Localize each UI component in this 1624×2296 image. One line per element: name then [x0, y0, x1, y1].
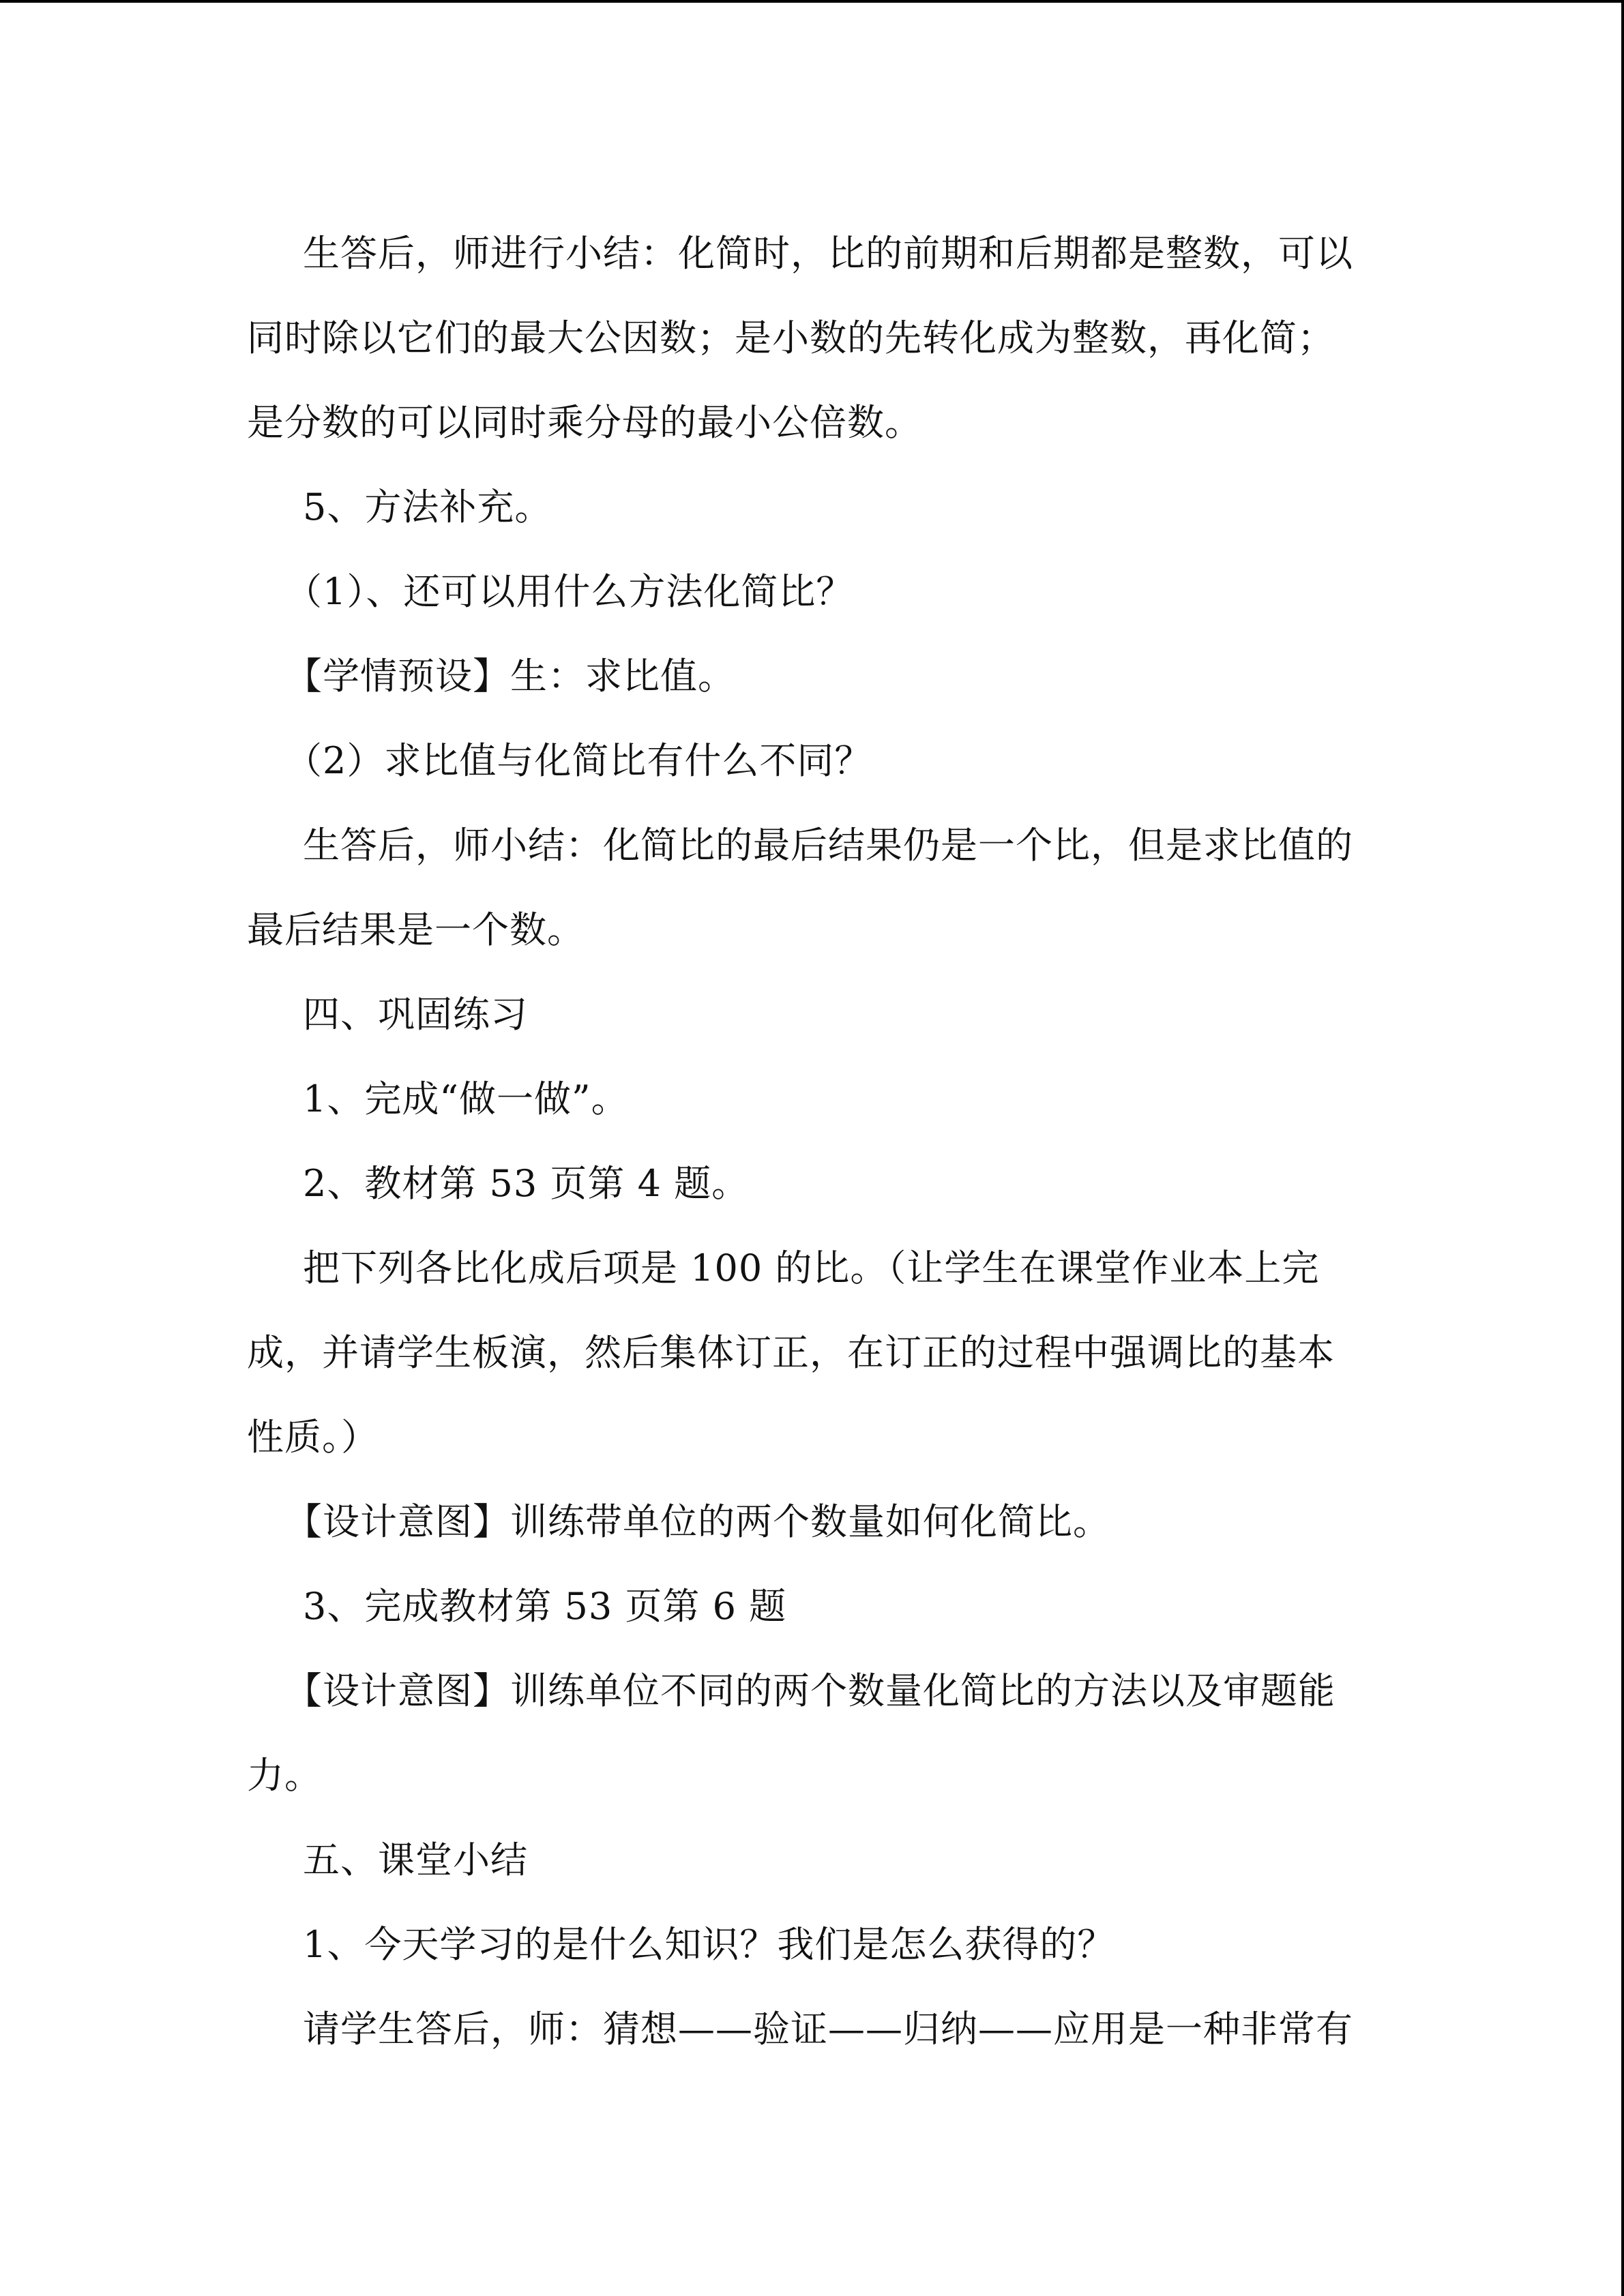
- text-line: （1）、还可以用什么方法化简比？: [285, 570, 854, 613]
- text-line: 1、今天学习的是什么知识？我们是怎么获得的？: [303, 1923, 1115, 1966]
- page-top-border: [0, 0, 1624, 3]
- section-heading: 四、巩固练习: [303, 993, 528, 1036]
- text-line: 1、完成“做一做”。: [303, 1077, 629, 1120]
- text-line: 【学情预设】生：求比值。: [285, 655, 735, 698]
- text-line: 成，并请学生板演，然后集体订正，在订正的过程中强调比的基本: [247, 1331, 1335, 1374]
- text-line: 5、方法补充。: [303, 486, 552, 528]
- text-line: 【设计意图】训练单位不同的两个数量化简比的方法以及审题能: [285, 1669, 1335, 1712]
- text-line: 3、完成教材第 53 页第 6 题: [303, 1585, 787, 1628]
- text-line: 2、教材第 53 页第 4 题。: [303, 1162, 750, 1205]
- section-heading: 五、课堂小结: [303, 1838, 528, 1881]
- text-line: 【设计意图】训练带单位的两个数量如何化简比。: [285, 1500, 1110, 1543]
- text-line: 是分数的可以同时乘分母的最小公倍数。: [247, 401, 922, 444]
- text-line: 把下列各比化成后项是 100 的比。（让学生在课堂作业本上完: [303, 1247, 1320, 1289]
- text-line: 性质。）: [247, 1416, 379, 1459]
- page-right-border: [1621, 0, 1624, 2296]
- document-body: [247, 211, 1372, 2072]
- text-line: 生答后，师小结：化简比的最后结果仍是一个比，但是求比值的: [303, 824, 1353, 867]
- text-line: 力。: [247, 1754, 322, 1797]
- text-line: （2）求比值与化简比有什么不同？: [285, 739, 872, 782]
- text-line: 生答后，师进行小结：化简时，比的前期和后期都是整数，可以: [303, 232, 1353, 275]
- text-line: 请学生答后，师：猜想——验证——归纳——应用是一种非常有: [303, 2008, 1353, 2051]
- text-line: 最后结果是一个数。: [247, 908, 585, 951]
- text-line: 同时除以它们的最大公因数；是小数的先转化成为整数，再化简；: [247, 316, 1335, 359]
